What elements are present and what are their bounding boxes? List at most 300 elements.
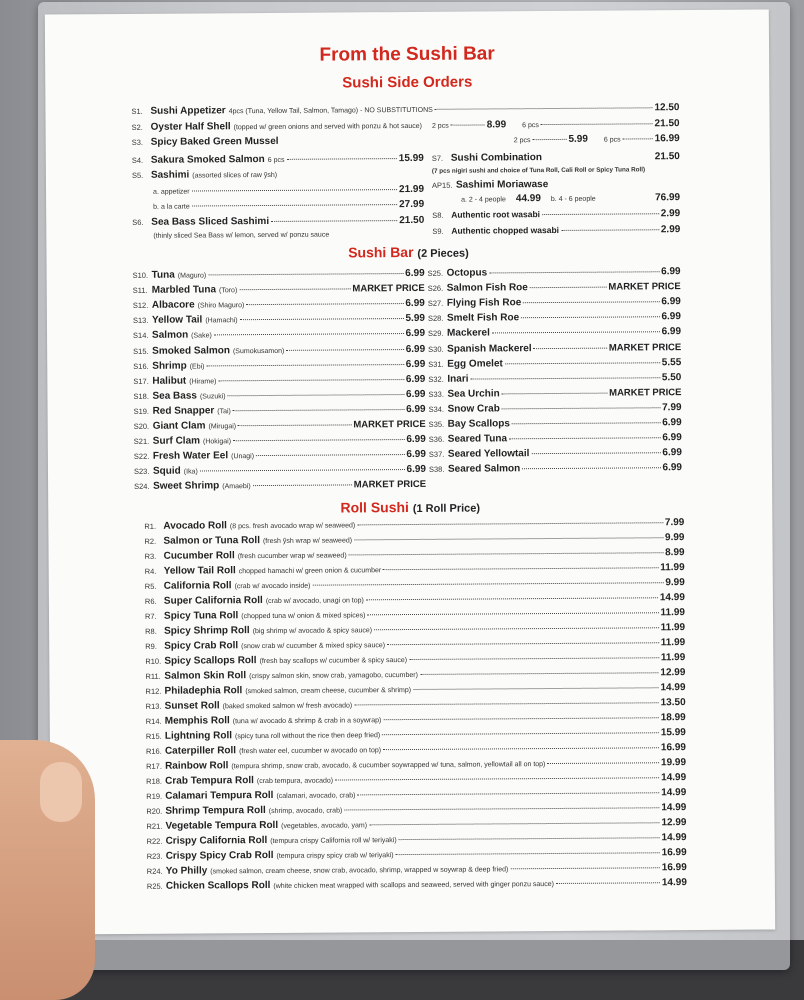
menu-item — [428, 296, 681, 312]
item-price: 6.99 — [662, 462, 683, 474]
menu-item — [429, 447, 682, 463]
item-name: Seared Tuna — [447, 433, 508, 445]
item-name: Bay Scallops — [447, 418, 510, 430]
item-code: S25. — [427, 268, 444, 278]
item-description: (tuna w/ avocado & shrimp & crab in a soywrap) — [232, 717, 382, 726]
item-name: Memphis Roll — [164, 715, 230, 727]
item-price: 44.99 — [515, 193, 541, 205]
item-code: R17. — [146, 761, 162, 771]
item-code: S29. — [428, 329, 444, 339]
dot-leader — [502, 392, 607, 394]
item-name: Sea Bass — [152, 390, 197, 402]
item-name: Calamari Tempura Roll — [165, 789, 274, 802]
item-price: 14.99 — [661, 772, 687, 784]
dot-leader — [286, 158, 396, 160]
item-description: (assorted slices of raw ỹsh) — [192, 171, 278, 180]
dot-leader — [541, 123, 653, 125]
roll-sushi-subtitle: (1 Roll Price) — [412, 502, 481, 515]
dot-leader — [509, 437, 660, 439]
item-price: 6.99 — [406, 449, 426, 461]
dot-leader — [240, 318, 404, 320]
dot-leader — [623, 138, 653, 139]
item-name: Yellow Tail — [151, 314, 203, 327]
item-name: Sunset Roll — [164, 700, 220, 712]
item-price: 12.99 — [660, 667, 686, 679]
item-code: S30. — [428, 344, 444, 354]
roll-sushi-title: Roll Sushi — [340, 499, 409, 516]
dot-leader — [532, 139, 566, 140]
item-description: (Sumokusamon) — [232, 347, 285, 355]
dot-leader — [489, 271, 659, 273]
dot-leader — [233, 439, 404, 441]
dot-leader — [349, 552, 663, 555]
item-description: (fresh water eel, cucumber w avocado on top) — [239, 747, 382, 756]
item-name: Salmon Skin Roll — [164, 670, 247, 682]
dot-leader — [413, 687, 658, 690]
item-price: 5.55 — [661, 356, 682, 368]
item-description: (smoked salmon, cream cheese, cucumber & shrimp) — [245, 686, 412, 696]
item-name: Spanish Mackerel — [447, 342, 532, 355]
menu-item — [428, 342, 681, 358]
item-price: 6.99 — [405, 358, 426, 370]
dot-leader — [510, 867, 659, 869]
item-name: Chicken Scallops Roll — [165, 879, 271, 892]
item-price: 19.99 — [660, 757, 687, 769]
dot-leader — [547, 762, 659, 764]
menu-item — [134, 434, 426, 450]
item-name: Salmon or Tuna Roll — [163, 535, 260, 547]
item-name: Sea Urchin — [447, 388, 500, 400]
item-code: S22. — [133, 452, 150, 462]
item-name: Seared Salmon — [447, 463, 521, 476]
item-description: (Hamachi) — [205, 317, 238, 325]
item-price: 6.99 — [662, 417, 682, 429]
item-code: R19. — [146, 791, 163, 801]
item-price: 6.99 — [662, 447, 682, 459]
item-description: (8 pcs. fresh avocado wrap w/ seaweed) — [229, 522, 356, 531]
dot-leader — [374, 627, 659, 630]
menu-item-s4 — [132, 153, 424, 169]
item-name: Seared Yellowtail — [447, 448, 530, 460]
menu-item — [133, 328, 425, 344]
item-code: R13. — [145, 701, 162, 711]
item-price: 18.99 — [660, 712, 686, 724]
item-name: Albacore — [151, 299, 195, 311]
item-code: R22. — [146, 836, 163, 846]
item-description: (shrimp, avocado, crab) — [268, 807, 343, 815]
item-option: a. 2 - 4 people — [461, 196, 506, 204]
item-code: S27. — [427, 298, 444, 309]
menu-item-s5-option-a — [153, 184, 424, 200]
item-name: Salmon Fish Roe — [446, 282, 528, 294]
menu-item-ap15-options — [461, 192, 680, 208]
item-option: a. appetizer — [153, 188, 190, 196]
item-price: 9.99 — [665, 577, 685, 589]
item-price: 27.99 — [399, 198, 425, 211]
side-orders-title: Sushi Side Orders — [342, 73, 473, 92]
item-name: Sushi Combination — [450, 152, 542, 164]
item-name: Red Snapper — [152, 405, 215, 417]
dot-leader — [206, 364, 403, 366]
dot-leader — [451, 124, 485, 125]
item-description: (Hirame) — [189, 378, 217, 386]
item-code: S13. — [132, 316, 149, 326]
item-code: S5. — [131, 170, 144, 180]
dot-leader — [238, 424, 351, 426]
menu-item — [429, 462, 682, 478]
dot-leader — [396, 852, 660, 855]
item-description: (crispy salmon skin, snow crab, yamagobo, cucumber) — [249, 671, 418, 681]
item-name: Spicy Scallops Roll — [164, 655, 257, 667]
item-quantity: 6 pcs — [603, 136, 621, 144]
item-code: S11. — [132, 285, 148, 296]
item-description: (topped w/ green onions and served with ponzu & hot sauce) — [233, 122, 422, 132]
item-price: 6.99 — [661, 326, 682, 338]
dot-leader — [556, 882, 660, 884]
item-price: 7.99 — [662, 401, 682, 414]
item-price: 2.99 — [660, 208, 681, 220]
item-code: R14. — [145, 716, 162, 726]
item-name: Fresh Water Eel — [152, 450, 229, 462]
roll-sushi-heading — [48, 496, 772, 517]
item-price: 16.99 — [661, 847, 687, 859]
item-code: S26. — [427, 283, 444, 293]
item-code: S16. — [133, 361, 149, 371]
menu-item — [133, 358, 425, 374]
item-code: R18. — [146, 776, 163, 786]
menu-item — [134, 419, 426, 435]
menu-item — [133, 283, 425, 299]
item-price: 15.99 — [398, 152, 424, 165]
item-code: S20. — [133, 421, 150, 431]
item-name: Crispy California Roll — [165, 835, 268, 847]
menu-item-s5 — [132, 168, 424, 184]
menu-item — [428, 326, 681, 342]
dot-leader — [239, 289, 350, 291]
item-code: S4. — [131, 155, 144, 165]
dot-leader — [399, 837, 660, 840]
item-name: Sweet Shrimp — [153, 480, 220, 493]
menu-item — [429, 402, 682, 418]
item-code: R21. — [146, 821, 163, 831]
item-price: MARKET PRICE — [608, 281, 681, 293]
item-code: R6. — [144, 596, 157, 606]
item-name: Sashimi Moriawase — [455, 179, 549, 191]
item-name: Surf Clam — [152, 435, 201, 447]
menu-item — [428, 311, 681, 327]
menu-item — [134, 479, 426, 495]
dot-leader — [470, 377, 659, 379]
item-price: 6.99 — [405, 343, 426, 355]
item-code: S33. — [428, 389, 444, 399]
item-name: Crab Tempura Roll — [165, 775, 254, 787]
item-code: R10. — [145, 656, 162, 666]
menu-item — [133, 298, 425, 314]
item-code: S37. — [428, 449, 445, 460]
item-name: Lightning Roll — [164, 730, 233, 742]
item-description: (Mirugai) — [208, 423, 237, 431]
item-price: 5.99 — [405, 313, 425, 325]
item-price: 21.50 — [654, 151, 680, 163]
menu-item — [133, 389, 425, 405]
item-name: Tuna — [151, 269, 175, 281]
item-code: S31. — [428, 359, 444, 369]
item-name: Yo Philly — [165, 865, 208, 877]
dot-leader — [530, 287, 607, 289]
menu-item — [133, 313, 425, 329]
dot-leader — [271, 220, 397, 222]
item-description: (crab w/ avocado, unagi on top) — [265, 597, 364, 606]
dot-leader — [208, 273, 403, 275]
item-price: 6.99 — [405, 328, 426, 340]
dot-leader — [502, 407, 660, 409]
item-name: Yellow Tail Roll — [163, 565, 236, 577]
item-price: 7.99 — [664, 517, 685, 529]
dot-leader — [409, 657, 659, 660]
item-description: (Maguro) — [177, 272, 207, 280]
item-price: 9.99 — [664, 532, 685, 544]
item-price: 21.50 — [399, 214, 425, 227]
item-description: (Suzuki) — [199, 393, 226, 401]
item-price: 6.99 — [405, 267, 425, 280]
item-code: R16. — [145, 746, 162, 756]
menu-item — [133, 374, 425, 390]
dot-leader — [382, 732, 659, 735]
item-quantity: 2 pcs — [431, 122, 449, 130]
item-code: R12. — [145, 686, 162, 696]
item-description: (smoked salmon, cream cheese, snow crab, avocado, shrimp, wrapped w soywrap & deep fried) — [210, 866, 509, 876]
dot-leader — [512, 422, 660, 424]
menu-item — [133, 343, 425, 359]
item-code: S6. — [132, 217, 144, 227]
dot-leader — [521, 317, 659, 319]
dot-leader — [354, 702, 658, 705]
item-code: R1. — [144, 521, 157, 531]
item-price: MARKET PRICE — [353, 418, 426, 431]
item-code: S7. — [431, 153, 444, 163]
dot-leader — [228, 394, 404, 396]
item-description: (fresh ỹsh wrap w/ seaweed) — [262, 537, 353, 546]
dot-leader — [192, 204, 397, 206]
dot-leader — [200, 469, 405, 471]
item-price: 6.99 — [405, 388, 426, 400]
item-name: Crispy Spicy Crab Roll — [165, 849, 274, 862]
item-name: Salmon — [152, 329, 189, 342]
item-code: R5. — [144, 581, 157, 591]
item-option: b. a la carte — [153, 203, 190, 211]
dot-leader — [354, 537, 663, 540]
item-code: R4. — [144, 566, 157, 576]
item-name: Egg Omelet — [447, 357, 503, 370]
item-code: S28. — [427, 314, 444, 324]
dot-leader — [344, 807, 659, 810]
item-name: Philadephia Roll — [164, 685, 243, 697]
item-name: Flying Fish Roe — [446, 297, 522, 309]
dot-leader — [435, 107, 653, 110]
dot-leader — [505, 362, 660, 364]
item-description: (snow crab w/ cucumber & mixed spicy sauce) — [241, 642, 386, 651]
item-description: (Toro) — [218, 287, 238, 295]
item-option: b. 4 - 6 people — [550, 195, 596, 204]
item-code: S8. — [432, 210, 444, 220]
item-name: Sea Bass Sliced Sashimi — [151, 215, 270, 228]
item-name: Smoked Salmon — [152, 344, 230, 357]
item-name: Inari — [447, 373, 469, 385]
dot-leader — [256, 454, 404, 456]
item-code: S35. — [428, 419, 445, 429]
dot-leader — [214, 333, 404, 335]
dot-leader — [335, 777, 659, 780]
dot-leader — [387, 642, 659, 645]
item-description: (Tai) — [217, 408, 231, 416]
item-code: S18. — [133, 391, 149, 401]
menu-page — [45, 9, 775, 934]
item-price: 5.50 — [661, 371, 682, 383]
item-name: Sashimi — [150, 169, 190, 181]
dot-leader — [357, 522, 663, 525]
item-description: (crab w/ avocado inside) — [234, 582, 311, 591]
item-price: 11.99 — [660, 652, 686, 664]
item-description: 4pcs (Tuna, Yellow Tail, Salmon, Tamago) - NO SUBSTITUTIONS — [228, 106, 433, 116]
item-name: Spicy Crab Roll — [164, 640, 239, 652]
item-code: R23. — [146, 851, 163, 861]
item-code: R9. — [145, 641, 157, 651]
item-code: S19. — [133, 406, 150, 416]
menu-item — [428, 266, 681, 282]
item-price: 76.99 — [655, 192, 681, 204]
menu-item — [429, 417, 682, 433]
item-code: S17. — [133, 376, 149, 386]
item-price: 8.99 — [486, 119, 507, 131]
item-price: 15.99 — [660, 727, 686, 739]
item-description: (Shiro Maguro) — [197, 302, 245, 310]
item-code: S38. — [428, 465, 445, 475]
menu-title: From the Sushi Bar — [319, 43, 495, 66]
item-price: MARKET PRICE — [352, 282, 425, 295]
item-name: Sakura Smoked Salmon — [150, 154, 265, 166]
menu-item — [428, 357, 681, 373]
item-description: (Amaebi) — [222, 483, 251, 491]
item-price: 14.99 — [660, 682, 686, 694]
dot-leader — [192, 189, 397, 191]
item-note: (thinly sliced Sea Bass w/ lemon, served w/ ponzu sauce — [153, 231, 330, 240]
item-price: 11.99 — [660, 622, 686, 634]
item-price: MARKET PRICE — [608, 341, 682, 354]
item-code: R2. — [144, 536, 157, 546]
item-code: R24. — [146, 866, 163, 876]
menu-item-s5-option-b — [153, 199, 424, 215]
item-price: 6.99 — [405, 298, 425, 310]
item-price: 12.99 — [661, 817, 687, 829]
item-code: R11. — [145, 671, 161, 681]
item-code: S12. — [132, 301, 149, 311]
item-price: 14.99 — [661, 787, 687, 799]
item-price: 12.50 — [654, 102, 680, 114]
menu-item-s9 — [432, 224, 680, 240]
sushi-bar-heading — [46, 241, 770, 262]
dot-leader — [523, 301, 659, 303]
item-description: (spicy tuna roll without the rice then deep fried) — [235, 732, 381, 741]
item-name: Smelt Fish Roe — [446, 312, 520, 325]
item-price: 21.50 — [654, 118, 680, 130]
item-price: 11.99 — [660, 637, 686, 649]
item-note: (7 pcs nigiri sushi and choice of Tuna Roll, Cali Roll or Spicy Tuna Roll) — [431, 166, 646, 175]
item-code: S32. — [428, 374, 444, 384]
item-name: Shrimp Tempura Roll — [165, 805, 266, 817]
sushi-bar-subtitle: (2 Pieces) — [417, 247, 469, 260]
item-name: Authentic root wasabi — [451, 209, 541, 220]
item-code: S21. — [133, 436, 150, 447]
sushi-bar-title: Sushi Bar — [348, 243, 414, 261]
item-quantity: 2 pcs — [513, 137, 531, 145]
item-price: 16.99 — [654, 133, 680, 145]
dot-leader — [246, 303, 403, 305]
item-name: Mackerel — [446, 327, 490, 340]
item-code: S36. — [428, 434, 445, 444]
item-code: S1. — [131, 106, 143, 116]
menu-item-s6 — [132, 215, 424, 231]
item-description: (tempura shrimp, snow crab, avocado, & cucumber soywrapped w/ tuna, salmon, yellowtail all on top) — [231, 761, 546, 771]
menu-item — [428, 281, 681, 297]
item-quantity: 6 pcs — [522, 122, 539, 130]
item-name: Vegetable Tempura Roll — [165, 819, 279, 832]
item-code: R3. — [144, 551, 157, 561]
item-name: Rainbow Roll — [165, 760, 229, 772]
item-price: 8.99 — [665, 547, 685, 559]
menu-item — [147, 877, 687, 895]
item-name: Snow Crab — [447, 403, 500, 415]
dot-leader — [542, 213, 659, 215]
item-price: 14.99 — [661, 877, 687, 889]
item-code: S15. — [133, 346, 149, 356]
item-code: R25. — [146, 881, 163, 891]
item-name: Caterpiller Roll — [164, 745, 237, 757]
dot-leader — [383, 567, 658, 570]
item-price: 5.99 — [568, 133, 588, 145]
item-price: 16.99 — [660, 742, 686, 754]
item-name: Marbled Tuna — [151, 284, 217, 296]
item-price: 6.99 — [661, 311, 681, 323]
item-price: 6.99 — [661, 296, 681, 308]
item-description: (chopped tuna w/ onion & mixed spices) — [241, 612, 366, 621]
dot-leader — [286, 349, 403, 351]
item-code: S14. — [133, 331, 149, 341]
item-name: Authentic chopped wasabi — [451, 224, 560, 236]
item-code: S34. — [428, 404, 445, 414]
dot-leader — [253, 485, 352, 487]
item-code: S23. — [133, 467, 150, 477]
dot-leader — [312, 582, 663, 585]
item-description: (Unagi) — [231, 453, 255, 461]
item-description: (Ebi) — [189, 363, 205, 371]
menu-item — [134, 449, 426, 465]
item-name: Spicy Tuna Roll — [163, 610, 239, 622]
item-price: 11.99 — [660, 607, 686, 619]
item-name: Spicy Shrimp Roll — [164, 625, 250, 637]
menu-item — [428, 387, 681, 403]
dot-leader — [367, 612, 658, 615]
item-description: (white chicken meat wrapped with scallops and seaweed, served with ginger ponzu sauce) — [273, 881, 554, 890]
item-description: (Hokigai) — [202, 438, 232, 446]
item-description: chopped hamachi w/ green onion & cucumber — [238, 567, 382, 576]
item-code: R8. — [145, 626, 157, 636]
dot-leader — [383, 717, 658, 720]
item-code: S24. — [134, 482, 150, 492]
dot-leader — [233, 409, 404, 411]
item-price: 11.99 — [660, 562, 685, 574]
item-description: (calamari, avocado, crab) — [276, 792, 356, 800]
item-name: Spicy Baked Green Mussel — [150, 135, 279, 148]
